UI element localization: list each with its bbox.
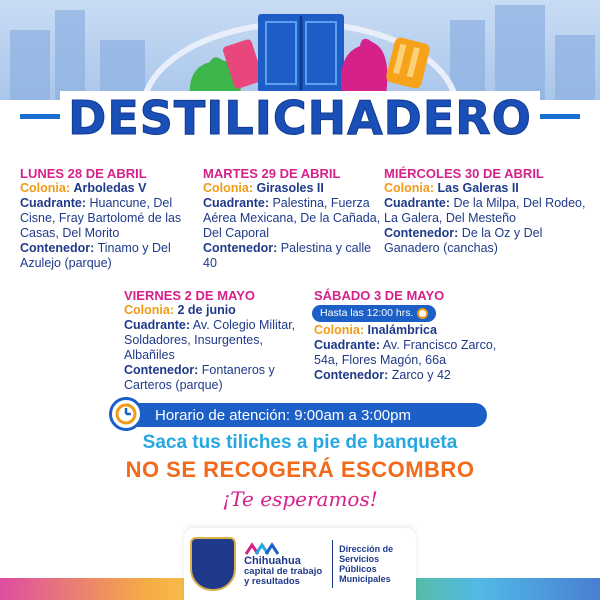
office-hours-text: Horario de atención: 9:00am a 3:00pm <box>155 406 411 424</box>
schedule-day-2 <box>203 166 383 271</box>
contenedor-value: Palestina y calle 40 <box>203 241 372 270</box>
clock-icon <box>417 308 428 319</box>
hours-note-badge <box>312 305 436 322</box>
day-date: MARTES 29 DE ABRIL <box>203 166 341 181</box>
hours-note-text: Hasta las 12:00 hrs. <box>320 307 414 319</box>
contenedor-value: Fontaneros y Carteros (parque) <box>124 363 275 392</box>
day-date: LUNES 28 DE ABRIL <box>20 166 147 181</box>
colonia-label: Colonia: <box>124 303 174 317</box>
closing-message: ¡Te esperamos! <box>222 487 378 511</box>
curbside-message: Saca tus tiliches a pie de banqueta <box>142 432 458 453</box>
footer-logos <box>184 528 416 600</box>
contenedor-label: Contenedor: <box>20 241 95 255</box>
orange-chair-icon <box>385 36 431 89</box>
contenedor-value: De la Oz y Del Ganadero (canchas) <box>384 226 543 255</box>
contenedor-value: Zarco y 42 <box>391 368 451 382</box>
cuadrante-label: Cuadrante: <box>314 338 380 352</box>
cuadrante-value: Av. Colegio Militar, Soldadores, Insurgentes, Albañiles <box>124 318 296 362</box>
day-date: VIERNES 2 DE MAYO <box>124 288 256 303</box>
colonia-label: Colonia: <box>314 323 364 337</box>
chihuahua-logo <box>244 542 326 587</box>
schedule-day-4 <box>124 288 299 393</box>
municipal-crest-icon <box>190 537 236 591</box>
no-debris-warning: NO SE RECOGERÁ ESCOMBRO <box>125 457 475 482</box>
colonia-label: Colonia: <box>384 181 434 195</box>
colonia-value: 2 de junio <box>177 303 236 317</box>
logo-name: Chihuahua <box>244 554 301 567</box>
cuadrante-value: Av. Francisco Zarco, 54a, Flores Magón, 66a <box>314 338 497 367</box>
colonia-value: Las Galeras II <box>437 181 519 195</box>
department-name: Dirección de Servicios Públicos Municipales <box>339 544 394 584</box>
chihuahua-logo-mark-icon <box>244 542 326 556</box>
day-date: MIÉRCOLES 30 DE ABRIL <box>384 166 544 181</box>
cuadrante-value: De la Milpa, Del Rodeo, La Galera, Del Mesteño <box>384 196 586 225</box>
colonia-value: Inalámbrica <box>367 323 437 337</box>
hero-banner <box>0 0 600 100</box>
cuadrante-label: Cuadrante: <box>20 196 86 210</box>
contenedor-value: Tinamo y Del Azulejo (parque) <box>20 241 171 270</box>
colonia-value: Arboledas V <box>73 181 147 195</box>
cuadrante-value: Huancune, Del Cisne, Fray Bartolomé de las Casas, Del Morito <box>20 196 182 240</box>
colonia-value: Girasoles II <box>256 181 324 195</box>
schedule-day-1 <box>20 166 200 271</box>
cuadrante-value: Palestina, Fuerza Aérea Mexicana, De la Cañada, Del Caporal <box>203 196 381 240</box>
colonia-label: Colonia: <box>203 181 253 195</box>
schedule-day-3 <box>384 166 589 256</box>
cuadrante-label: Cuadrante: <box>203 196 269 210</box>
clock-icon <box>109 397 143 431</box>
footer-divider <box>332 540 333 588</box>
cuadrante-label: Cuadrante: <box>124 318 190 332</box>
page-title: DESTILICHADERO <box>60 91 540 145</box>
contenedor-label: Contenedor: <box>384 226 459 240</box>
contenedor-label: Contenedor: <box>124 363 199 377</box>
day-date: SÁBADO 3 DE MAYO <box>314 288 445 303</box>
discarded-items-illustration <box>0 0 600 100</box>
contenedor-label: Contenedor: <box>314 368 389 382</box>
colonia-label: Colonia: <box>20 181 70 195</box>
office-hours-bar <box>117 403 487 427</box>
logo-subtitle: capital de trabajo y resultados <box>244 565 323 587</box>
schedule-day-5 <box>314 288 524 383</box>
cuadrante-label: Cuadrante: <box>384 196 450 210</box>
magenta-bag-icon <box>341 39 388 95</box>
title-banner <box>20 92 580 144</box>
contenedor-label: Contenedor: <box>203 241 278 255</box>
